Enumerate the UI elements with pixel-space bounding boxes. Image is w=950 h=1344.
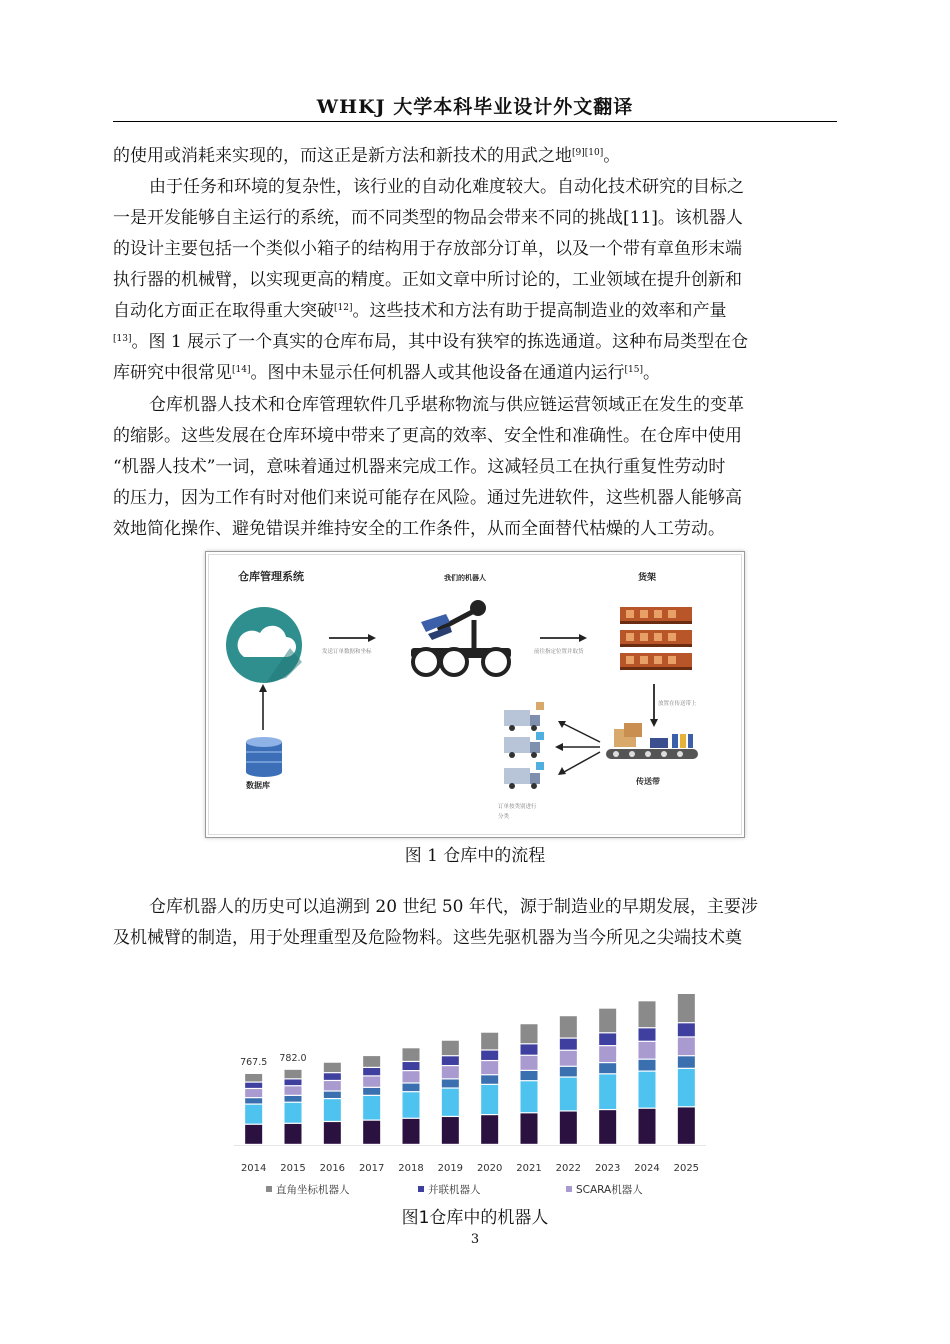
plot-area [234, 994, 706, 1145]
bar-segment-2018-s2 [403, 1084, 420, 1092]
bar-segment-2019-s3 [442, 1066, 459, 1078]
bar-segment-2024-s2 [639, 1060, 656, 1071]
legend-swatch-2 [566, 1186, 572, 1192]
bar-segment-2025-s4 [678, 1023, 695, 1036]
bar-segment-2023-s1 [599, 1074, 616, 1109]
bar-segment-2020-s0 [481, 1115, 498, 1144]
bar-segment-2021-s0 [521, 1113, 538, 1143]
x-tick-label-2025: 2025 [673, 1163, 700, 1174]
legend-label-1: 并联机器人 [428, 1184, 481, 1196]
paragraph-line: 的缩影。这些发展在仓库环境中带来了更高的效率、安全性和准确性。在仓库中使用 [113, 426, 742, 446]
x-tick-label-2018: 2018 [398, 1163, 424, 1174]
bar-segment-2017-s0 [363, 1121, 380, 1144]
database-label: 数据库 [246, 781, 270, 790]
conveyor-icon [606, 723, 698, 759]
bar-segment-2018-s0 [403, 1119, 420, 1144]
paragraph-line: 的设计主要包括一个类似小箱子的结构用于存放部分订单，以及一个带有章鱼形末端 [113, 239, 742, 259]
bar-segment-2024-s4 [639, 1028, 656, 1040]
truck-icon [504, 702, 544, 731]
bar-segment-2019-s0 [442, 1117, 459, 1144]
x-tick-label-2016: 2016 [319, 1163, 346, 1174]
bar-segment-2014-s1 [245, 1105, 262, 1124]
robot-title: 我们的机器人 [444, 574, 486, 582]
bar-segment-2022-s4 [560, 1039, 577, 1050]
bar-segment-2021-s2 [521, 1071, 538, 1080]
bar-segment-2015-s2 [285, 1096, 302, 1102]
bar-segment-2014-s4 [245, 1083, 262, 1088]
paragraph-line: 由于任务和环境的复杂性，该行业的自动化难度较大。自动化技术研究的目标之 [149, 177, 744, 197]
arrow-go-pick-label: 前往指定位置并取货 [534, 649, 584, 655]
page-number: 3 [470, 1232, 480, 1247]
bar-segment-2014-s3 [245, 1089, 262, 1097]
bar-segment-2015-s1 [285, 1103, 302, 1123]
x-tick-label-2017: 2017 [358, 1163, 385, 1174]
bar-segment-2015-s5 [285, 1070, 302, 1078]
x-tick-label-2024: 2024 [634, 1163, 660, 1174]
paragraph-line: 一是开发能够自主运行的系统，而不同类型的物品会带来不同的挑战[11]。该机器人 [113, 208, 743, 228]
bar-segment-2025-s2 [678, 1056, 695, 1067]
bar-segment-2024-s5 [639, 1001, 656, 1027]
bar-segment-2022-s1 [560, 1078, 577, 1111]
figure-1-warehouse-process [205, 551, 745, 838]
bar-segment-2020-s3 [481, 1061, 498, 1074]
paragraph-line: 执行器的机械臂，以实现更高的精度。正如文章中所讨论的，工业领域在提升创新和 [113, 270, 742, 290]
x-tick-label-2015: 2015 [280, 1163, 306, 1174]
paragraph-2 [113, 172, 825, 389]
bar-segment-2020-s4 [481, 1051, 498, 1060]
robot-sales-chart [228, 988, 718, 1203]
x-tick-label-2019: 2019 [437, 1163, 464, 1174]
truck-icon [504, 732, 544, 758]
bar-segment-2021-s1 [521, 1081, 538, 1112]
legend-swatch-0 [266, 1186, 272, 1192]
database-icon [246, 737, 282, 777]
paragraph-4 [113, 892, 825, 954]
bar-segment-2022-s5 [560, 1016, 577, 1037]
bar-segment-2017-s1 [363, 1096, 380, 1120]
bar-segment-2021-s4 [521, 1044, 538, 1054]
bar-segment-2021-s3 [521, 1056, 538, 1070]
bar-segment-2020-s2 [481, 1075, 498, 1083]
robot-icon [411, 600, 511, 675]
bar-segment-2016-s5 [324, 1063, 341, 1072]
conveyor-label: 传送带 [636, 777, 660, 786]
bar-segment-2023-s4 [599, 1033, 616, 1045]
bar-segment-2015-s3 [285, 1086, 302, 1094]
bar-segment-2017-s2 [363, 1088, 380, 1095]
bar-segment-2024-s3 [639, 1042, 656, 1059]
x-tick-label-2021: 2021 [516, 1163, 542, 1174]
paragraph-line: “机器人技术”一词，意味着通过机器来完成工作。这减轻员工在执行重复性劳动时 [113, 457, 726, 477]
bar-segment-2018-s1 [403, 1092, 420, 1117]
paragraph-1 [113, 141, 825, 172]
bar-segment-2019-s5 [442, 1041, 459, 1055]
page-header: WHKJ 大学本科毕业设计外文翻译 [316, 96, 634, 118]
bar-segment-2019-s2 [442, 1079, 459, 1087]
bar-segment-2024-s0 [639, 1109, 656, 1144]
paragraph-line: 及机械臂的制造，用于处理重型及危险物料。这些先驱机器为当今所见之尖端技术奠 [113, 928, 742, 948]
paragraph-3 [113, 390, 825, 545]
bar-segment-2022-s0 [560, 1112, 577, 1144]
bar-segment-2015-s0 [285, 1124, 302, 1144]
bar-segment-2018-s4 [403, 1062, 420, 1070]
x-tick-label-2022: 2022 [555, 1163, 582, 1174]
paragraph-line: 自动化方面正在取得重大突破[12]。这些技术和方法有助于提高制造业的效率和产量 [113, 301, 727, 321]
bar-segment-2017-s4 [363, 1068, 380, 1075]
bar-segment-2025-s3 [678, 1038, 695, 1056]
paragraph-line: 仓库机器人的历史可以追溯到 20 世纪 50 年代，源于制造业的早期发展，主要涉 [149, 897, 758, 917]
paragraph-line: [13]。图 1 展示了一个真实的仓库布局，其中设有狭窄的拣选通道。这种布局类型在仓 [113, 332, 749, 352]
bar-segment-2016-s1 [324, 1099, 341, 1121]
arrow-to-truck-3 [564, 752, 600, 772]
legend-label-0: 直角坐标机器人 [276, 1184, 350, 1196]
bar-segment-2023-s2 [599, 1063, 616, 1073]
legend-label-2: SCARA机器人 [576, 1184, 643, 1196]
bar-segment-2018-s3 [403, 1071, 420, 1082]
sort-label-line-2: 分类 [498, 814, 510, 820]
cloud-icon [226, 607, 302, 683]
bar-segment-2019-s1 [442, 1089, 459, 1116]
figure-2-caption: 图1仓库中的机器人 [401, 1208, 549, 1228]
arrow-to-conveyor-label: 放置在传送带上 [658, 701, 697, 707]
bar-segment-2023-s5 [599, 1009, 616, 1033]
bar-segment-2019-s4 [442, 1056, 459, 1065]
arrow-to-truck-1 [564, 724, 600, 742]
bar-segment-2020-s1 [481, 1085, 498, 1114]
x-tick-label-2020: 2020 [476, 1163, 503, 1174]
bar-segment-2025-s0 [678, 1107, 695, 1143]
paragraph-line: 的压力，因为工作有时对他们来说可能存在风险。通过先进软件，这些机器人能够高 [113, 488, 742, 508]
legend-swatch-1 [418, 1186, 424, 1192]
bar-segment-2022-s3 [560, 1051, 577, 1066]
paragraph-line: 的使用或消耗来实现的，而这正是新方法和新技术的用武之地[9][10]。 [113, 146, 621, 166]
bar-segment-2016-s3 [324, 1081, 341, 1090]
bar-segment-2018-s5 [403, 1048, 420, 1061]
x-tick-label-2023: 2023 [594, 1163, 621, 1174]
figure-1-caption: 图 1 仓库中的流程 [404, 846, 546, 866]
paragraph-line: 效地简化操作、避免错误并维持安全的工作条件，从而全面替代枯燥的人工劳动。 [113, 519, 725, 539]
bar-segment-2025-s5 [678, 994, 695, 1022]
paragraph-line: 库研究中很常见[14]。图中未显示任何机器人或其他设备在通道内运行[15]。 [113, 363, 660, 383]
bar-segment-2014-s0 [245, 1125, 262, 1144]
bar-segment-2014-s5 [245, 1074, 262, 1082]
arrow-send-order-label: 发送订单数据和坐标 [322, 649, 372, 655]
bar-segment-2024-s1 [639, 1072, 656, 1108]
paragraph-line: 仓库机器人技术和仓库管理软件几乎堪称物流与供应链运营领域正在发生的变革 [149, 395, 744, 415]
x-tick-label-2014: 2014 [240, 1163, 267, 1174]
bar-segment-2016-s0 [324, 1122, 341, 1144]
wms-title: 仓库管理系统 [238, 570, 304, 583]
bar-segment-2017-s3 [363, 1076, 380, 1086]
bar-segment-2021-s5 [521, 1024, 538, 1043]
data-label-2015: 782.0 [279, 1052, 307, 1064]
bar-segment-2016-s4 [324, 1073, 341, 1080]
data-label-2014: 767.5 [240, 1056, 268, 1068]
bar-segment-2016-s2 [324, 1092, 341, 1098]
shelf-icon [620, 607, 692, 670]
bar-segment-2017-s5 [363, 1056, 380, 1067]
sort-label-line-1: 订单按类别进行 [498, 804, 537, 810]
bar-segment-2015-s4 [285, 1079, 302, 1085]
bar-segment-2014-s2 [245, 1098, 262, 1103]
bar-segment-2025-s1 [678, 1069, 695, 1106]
bar-segment-2020-s5 [481, 1033, 498, 1050]
bar-segment-2022-s2 [560, 1067, 577, 1077]
header-rule [113, 121, 837, 122]
truck-icon [504, 762, 544, 789]
bar-segment-2023-s0 [599, 1110, 616, 1144]
shelf-title: 货架 [638, 573, 657, 583]
bar-segment-2023-s3 [599, 1046, 616, 1062]
